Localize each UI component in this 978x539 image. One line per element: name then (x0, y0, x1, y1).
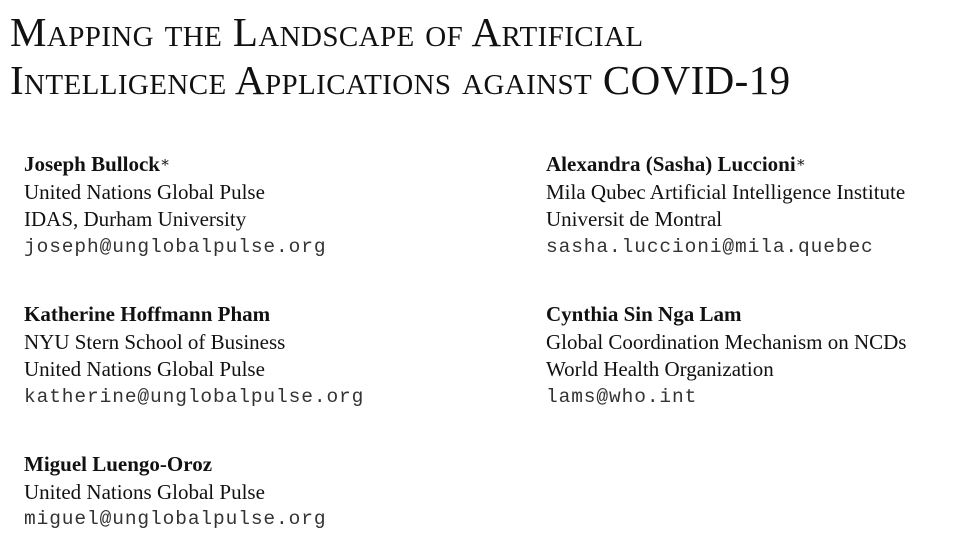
author-name: Miguel Luengo-Oroz (24, 452, 213, 476)
author-name: Alexandra (Sasha) Luccioni∗ (546, 152, 806, 176)
paper-title-line-2: Intelligence Applications against COVID-19 (10, 57, 791, 103)
author-email: sasha.luccioni@mila.quebec (546, 235, 874, 258)
paper-title-line-1: Mapping the Landscape of Artificial (10, 9, 644, 55)
author-name: Joseph Bullock∗ (24, 152, 171, 176)
author-block-hoffmann-pham (24, 301, 364, 411)
author-name: Cynthia Sin Nga Lam (546, 302, 742, 326)
author-affiliation: Mila Qubec Artificial Intelligence Institute (546, 179, 906, 204)
author-name: Katherine Hoffmann Pham (24, 302, 271, 326)
author-affiliation: IDAS, Durham University (24, 207, 247, 231)
author-block-luengo-oroz (24, 451, 326, 534)
author-affiliation: United Nations Global Pulse (24, 357, 265, 381)
author-affiliation: NYU Stern School of Business (24, 329, 286, 354)
author-affiliation: World Health Organization (546, 357, 774, 381)
author-block-bullock (24, 151, 326, 261)
author-affiliation: Universit de Montral (546, 207, 723, 231)
author-affiliation: United Nations Global Pulse (24, 179, 265, 204)
author-affiliation: Global Coordination Mechanism on NCDs (546, 329, 907, 354)
paper-title (10, 8, 970, 104)
author-block-lam (546, 301, 906, 411)
author-email: katherine@unglobalpulse.org (24, 385, 365, 408)
author-email: miguel@unglobalpulse.org (24, 508, 327, 530)
author-footnote-mark: ∗ (795, 155, 806, 171)
author-footnote-mark: ∗ (159, 155, 171, 171)
author-email: joseph@unglobalpulse.org (24, 235, 327, 258)
author-email: lams@who.int (546, 385, 698, 408)
author-affiliation: United Nations Global Pulse (24, 479, 265, 504)
author-block-luccioni (546, 151, 905, 261)
